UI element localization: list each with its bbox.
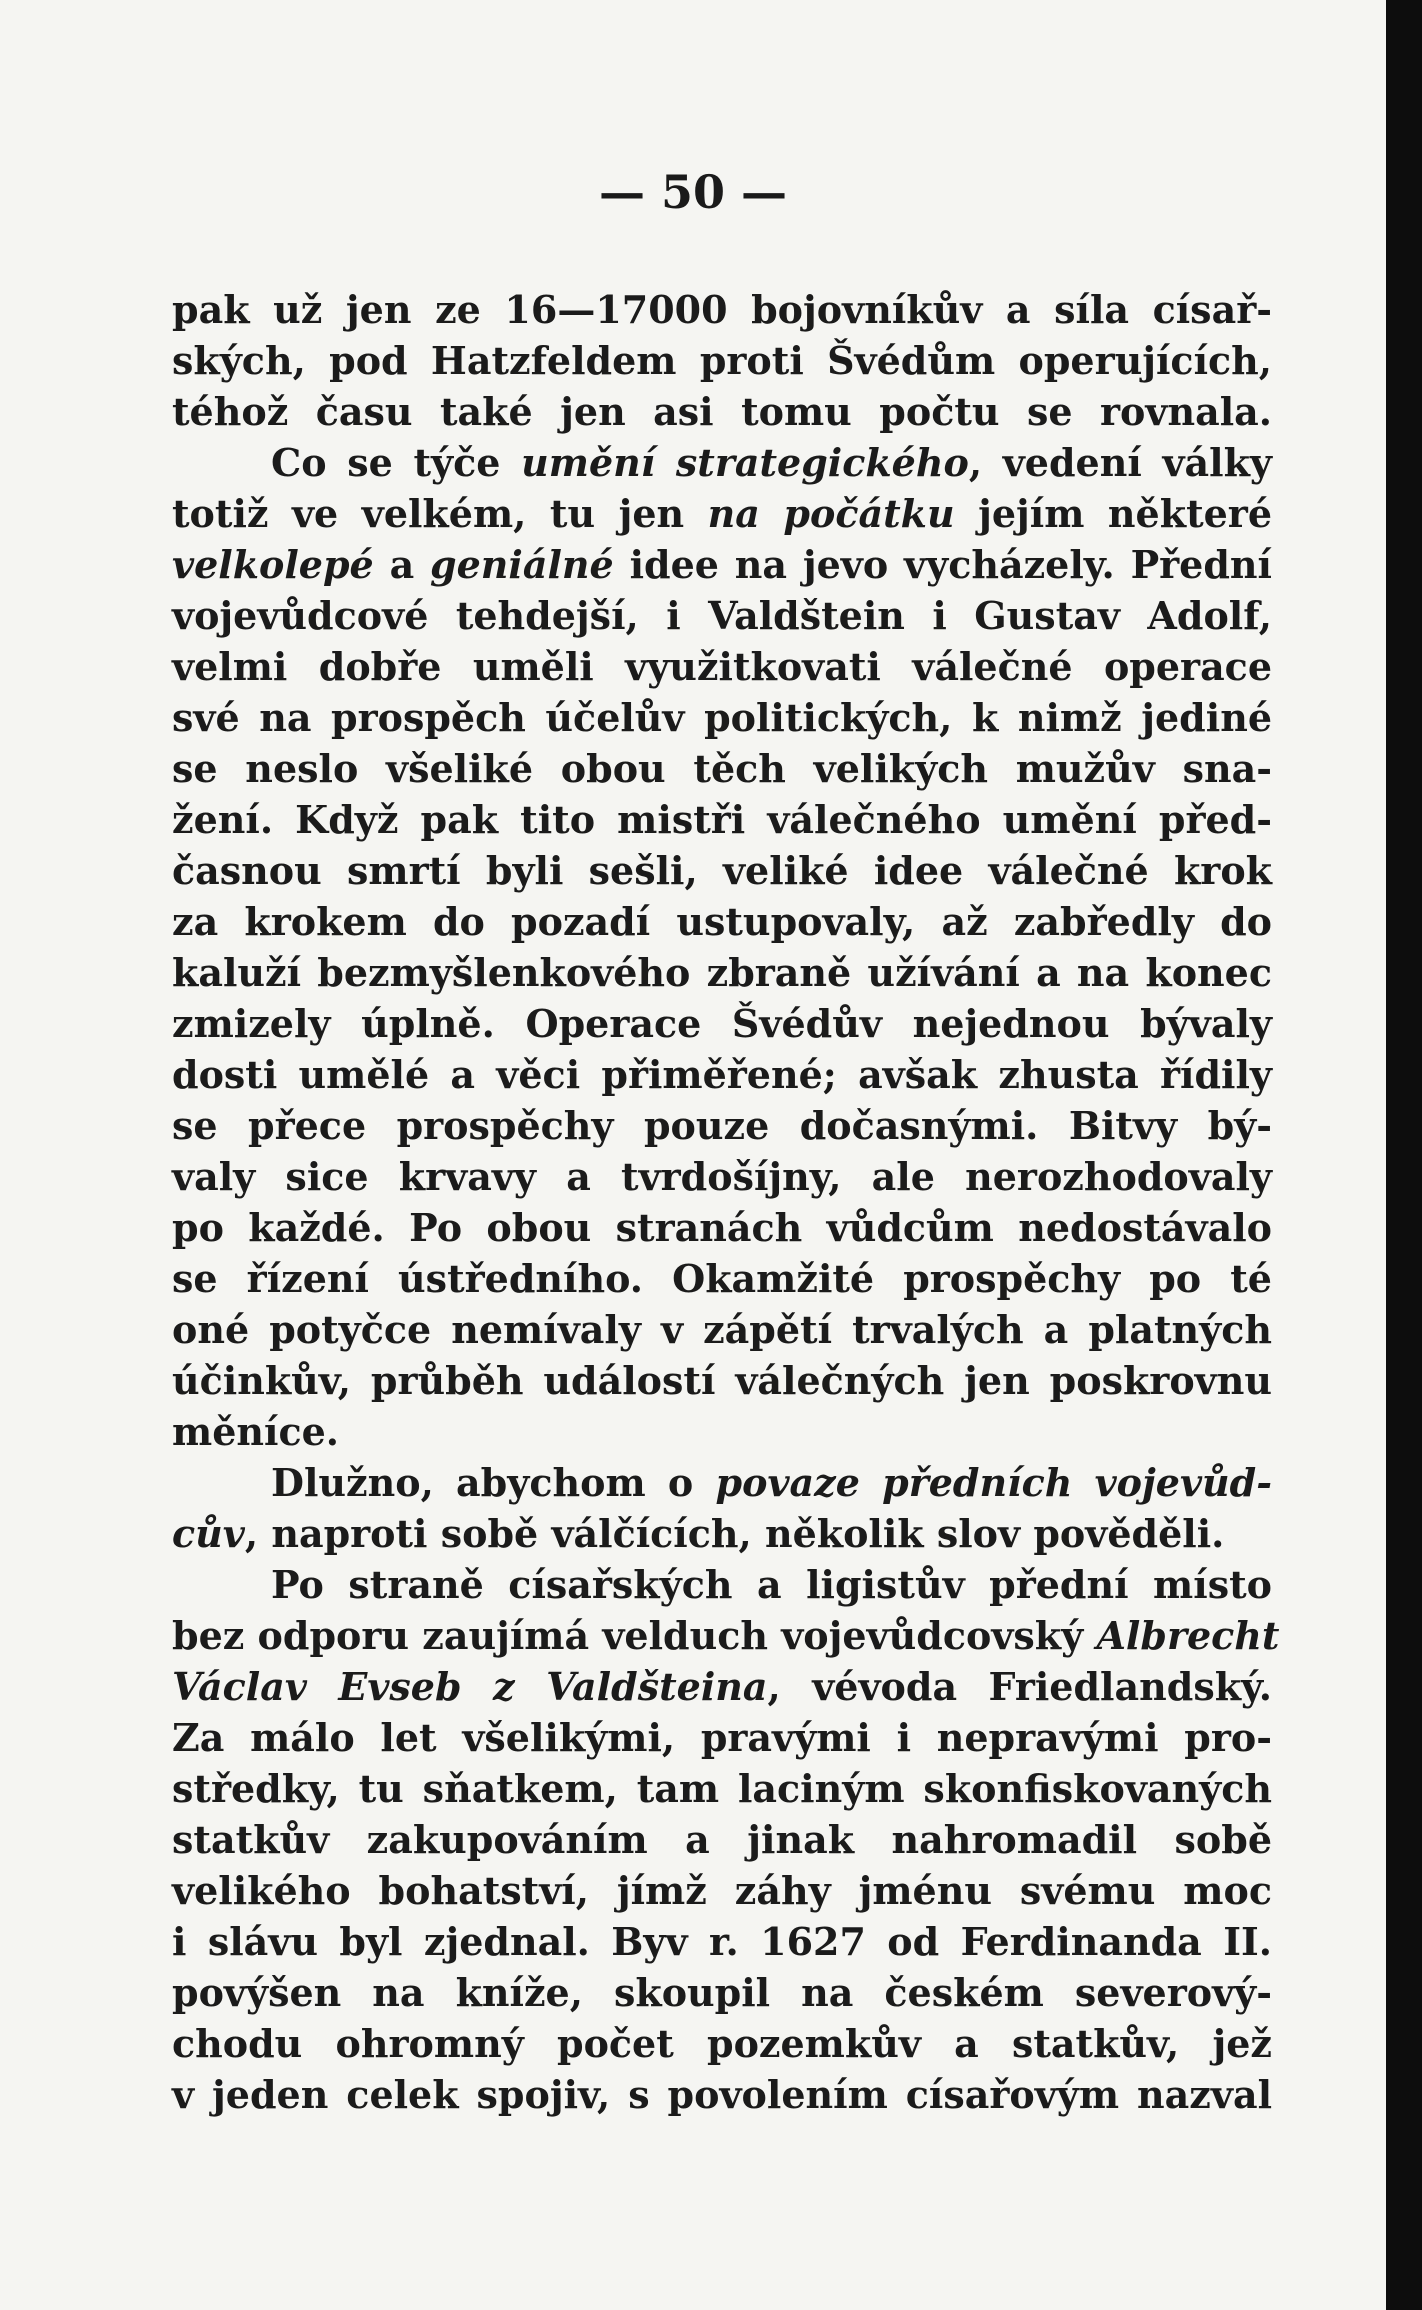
text-line: chodu ohromný počet pozemkův a statkův, jež	[172, 2021, 1272, 2066]
text-line: povýšen na kníže, skoupil na českém severový-	[172, 1970, 1272, 2015]
page-number: — 50 —	[598, 165, 788, 219]
text-line: velmi dobře uměli využitkovati válečné operace	[172, 644, 1272, 689]
text-line	[172, 488, 1272, 539]
text-line: se řízení ústředního. Okamžité prospěchy po té	[172, 1256, 1272, 1301]
text-line	[172, 1457, 1272, 1508]
text-span: Dlužno, abychom o	[271, 1460, 716, 1505]
text-line: ských, pod Hatzfeldem proti Švédům operujících,	[172, 338, 1272, 383]
text-span: Co se týče	[271, 440, 522, 485]
text-line: své na prospěch účelův politických, k nimž jediné	[172, 695, 1272, 740]
text-line: Za málo let všelikými, pravými i nepravými pro-	[172, 1715, 1272, 1760]
text-line: vojevůdcové tehdejší, i Valdštein i Gustav Adolf,	[172, 593, 1272, 638]
emphasis-text: cův	[172, 1511, 245, 1556]
text-line: i slávu byl zjednal. Byv r. 1627 od Ferdinanda II.	[172, 1919, 1272, 1964]
emphasis-text: Václav Evseb z Valdšteina	[172, 1664, 768, 1709]
emphasis-text: na počátku	[707, 491, 955, 536]
text-line: velikého bohatství, jímž záhy jménu svému moc	[172, 1868, 1272, 1913]
text-line: kaluží bezmyšlenkového zbraně užívání a na konec	[172, 950, 1272, 995]
text-line: měníce.	[172, 1409, 339, 1454]
text-span: , vévoda Friedlandský.	[767, 1664, 1272, 1709]
text-span: jejím některé	[954, 491, 1272, 536]
text-line: se neslo všeliké obou těch velikých mužův sna-	[172, 746, 1272, 791]
text-line: pak už jen ze 16—17000 bojovníkův a síla císař-	[172, 287, 1272, 332]
text-line	[172, 1661, 1272, 1712]
text-line	[172, 437, 1272, 488]
emphasis-text: Albrecht	[1096, 1613, 1280, 1658]
text-line	[172, 1508, 1272, 1559]
text-line: časnou smrtí byli sešli, veliké idee válečné krok	[172, 848, 1272, 893]
text-line: za krokem do pozadí ustupovaly, až zabředly do	[172, 899, 1272, 944]
emphasis-text: povaze předních vojevůd-	[715, 1460, 1272, 1505]
text-line: Po straně císařských a ligistův přední místo	[271, 1562, 1272, 1607]
text-line: statkův zakupováním a jinak nahromadil sobě	[172, 1817, 1272, 1862]
text-line: středky, tu sňatkem, tam laciným skonfiskovaných	[172, 1766, 1272, 1811]
page-binding-edge	[1386, 0, 1422, 2310]
text-line: účinkův, průběh událostí válečných jen poskrovnu	[172, 1358, 1272, 1403]
text-line: žení. Když pak tito mistři válečného umění před-	[172, 797, 1272, 842]
text-span: bez odporu zaujímá velduch vojevůdcovský	[172, 1613, 1097, 1658]
text-span: totiž ve velkém, tu jen	[172, 491, 708, 536]
text-line	[172, 1610, 1280, 1661]
text-span: a	[373, 542, 431, 587]
text-line: téhož času také jen asi tomu počtu se rovnala.	[172, 389, 1272, 434]
body-text	[172, 284, 1280, 2120]
text-line: v jeden celek spojiv, s povolením císařovým nazval	[172, 2072, 1272, 2117]
text-line: po každé. Po obou stranách vůdcům nedostávalo	[172, 1205, 1272, 1250]
text-span: , vedení války	[968, 440, 1272, 485]
text-line: se přece prospěchy pouze dočasnými. Bitvy bý-	[172, 1103, 1272, 1148]
text-line	[172, 539, 1272, 590]
text-line: dosti umělé a věci přiměřené; avšak zhusta řídily	[172, 1052, 1272, 1097]
text-span: idee na jevo vycházely. Přední	[613, 542, 1272, 587]
text-line: oné potyčce nemívaly v zápětí trvalých a platných	[172, 1307, 1272, 1352]
text-span: , naproti sobě válčících, několik slov pověděli.	[244, 1511, 1225, 1556]
emphasis-text: geniálné	[430, 542, 614, 587]
emphasis-text: umění strategického	[521, 440, 969, 485]
emphasis-text: velkolepé	[172, 542, 374, 587]
text-line: valy sice krvavy a tvrdošíjny, ale nerozhodovaly	[172, 1154, 1272, 1199]
text-line: zmizely úplně. Operace Švédův nejednou bývaly	[172, 1001, 1272, 1046]
